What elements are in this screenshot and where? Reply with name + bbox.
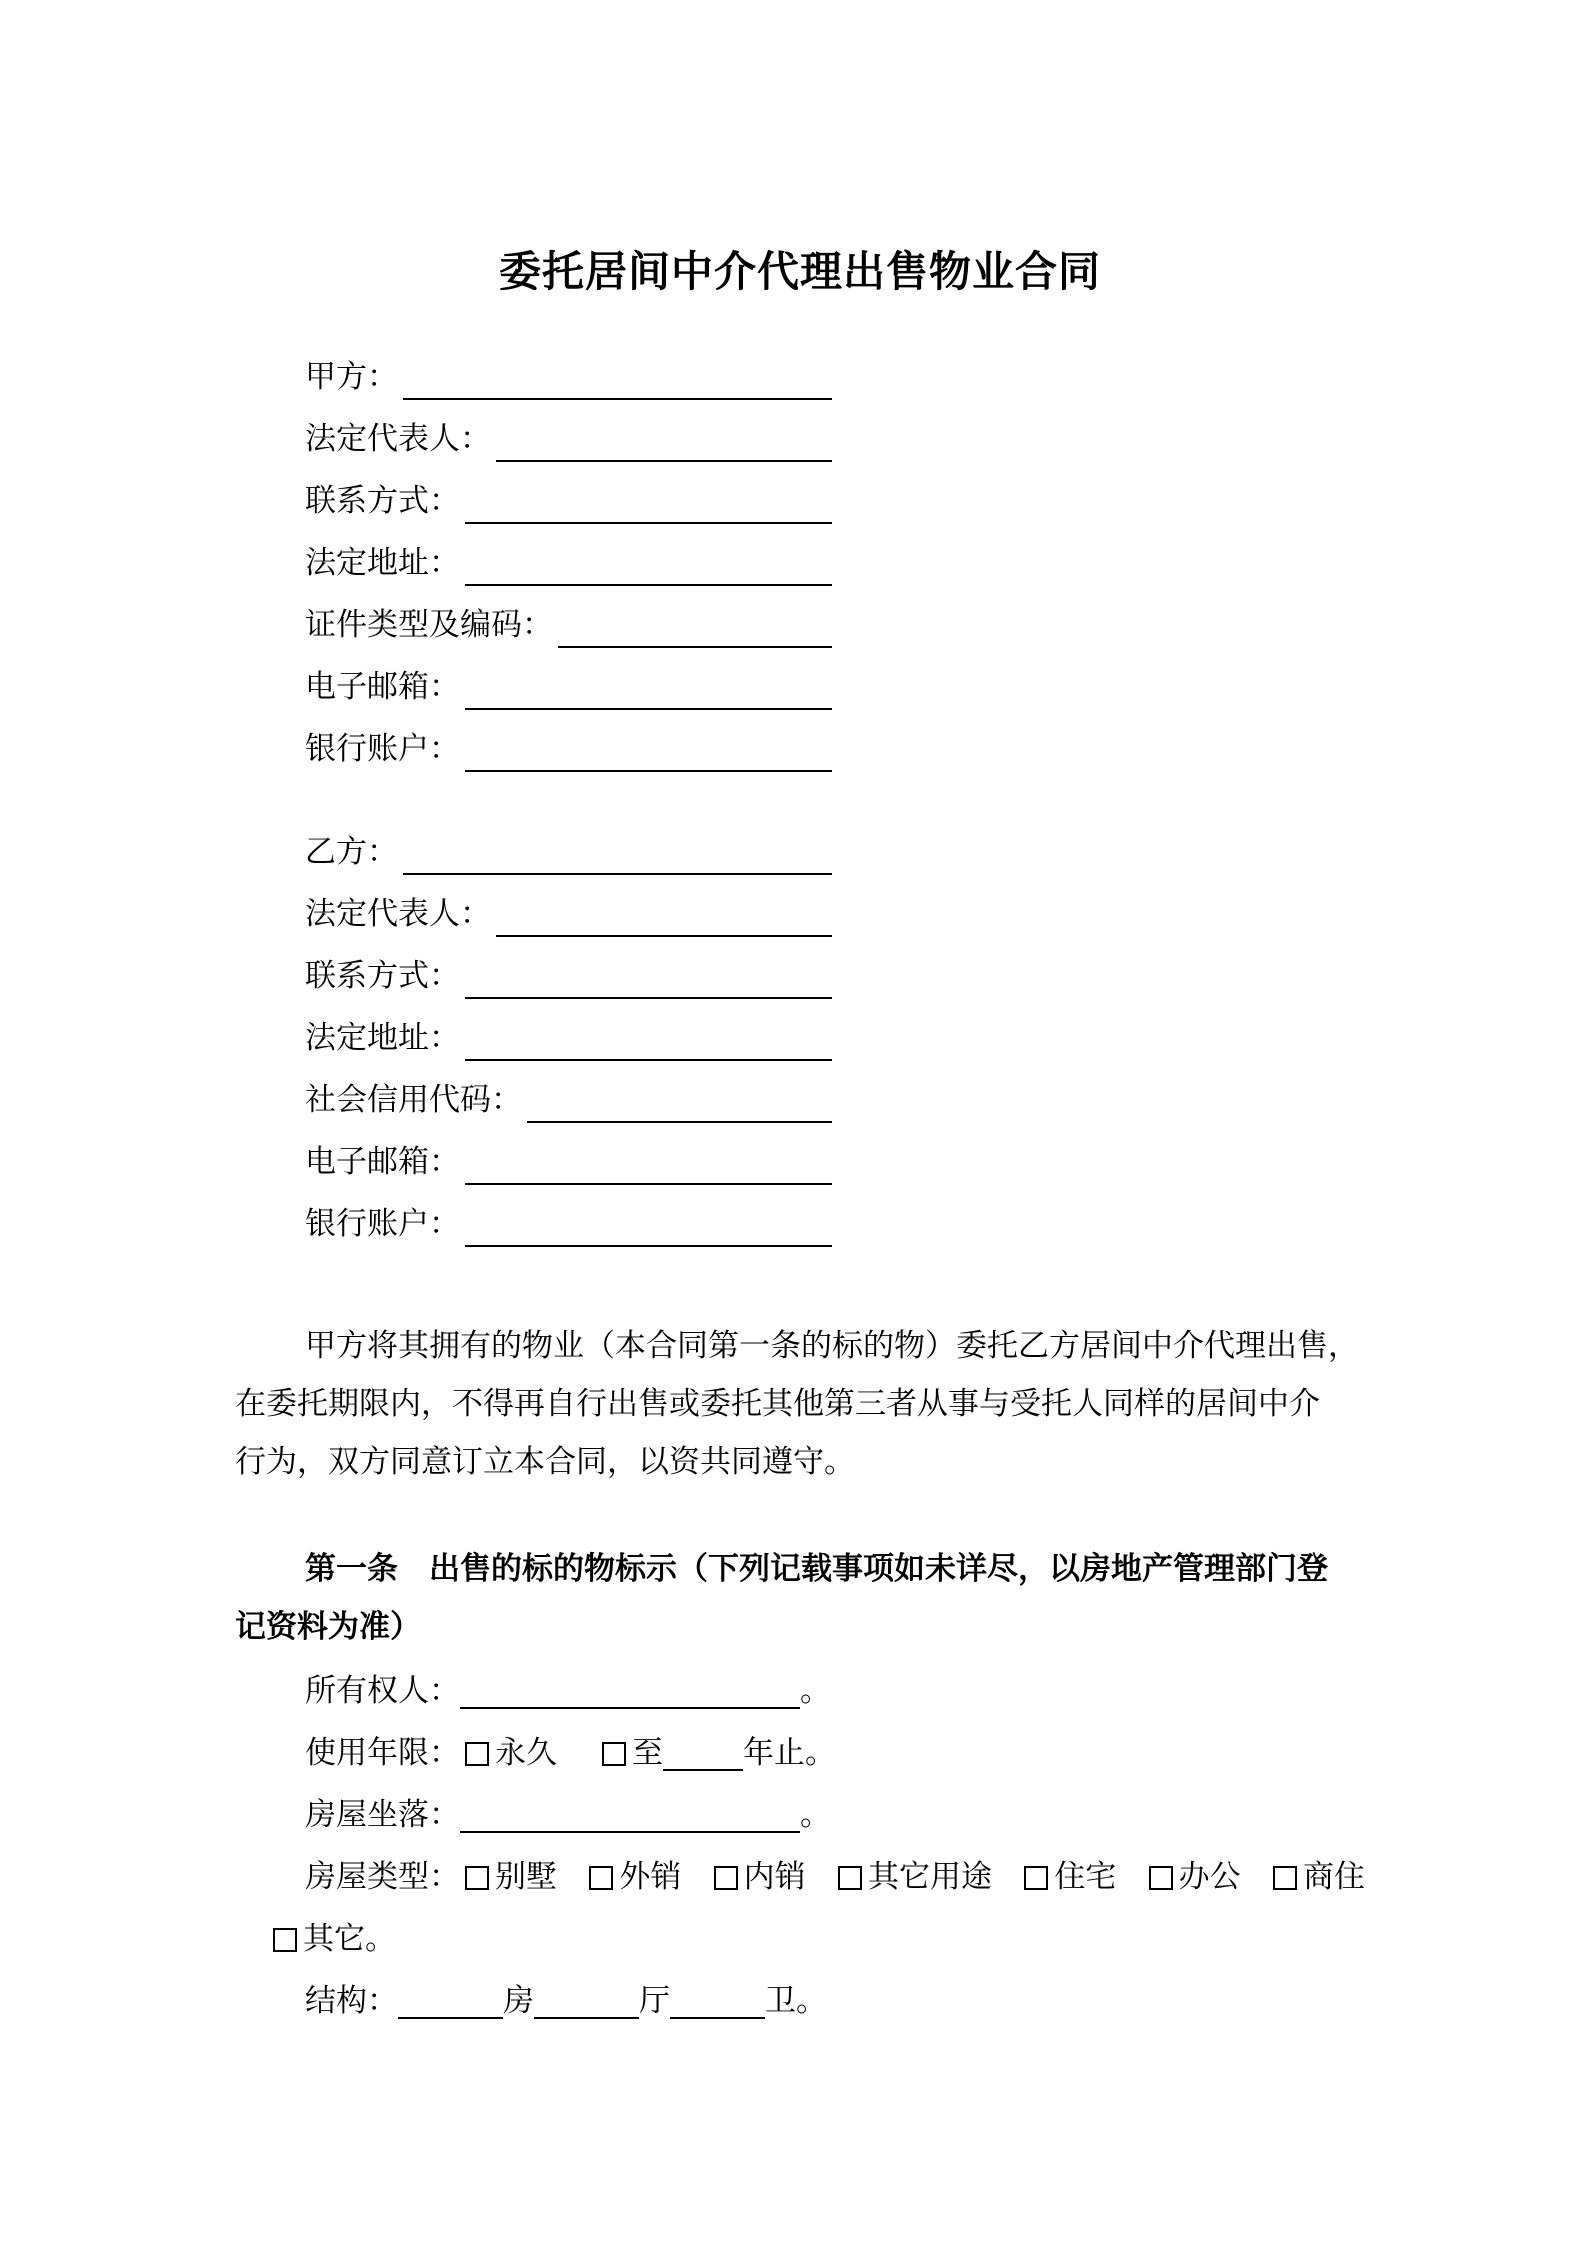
checkbox-label: 其它	[303, 1921, 365, 1956]
field-label: 联系方式：	[305, 958, 460, 993]
punctuation: 。	[800, 1797, 831, 1832]
field-label: 银行账户：	[305, 1206, 460, 1241]
house-type-options	[465, 1846, 1365, 1908]
blank-underline[interactable]	[398, 2015, 503, 2019]
blank-underline[interactable]	[558, 594, 832, 648]
house-type-option	[1024, 1846, 1116, 1908]
checkbox-label: 办公	[1178, 1859, 1241, 1894]
checkbox-label: 永久	[495, 1735, 557, 1770]
field-row-party-a-name	[305, 346, 832, 408]
house-type-option	[838, 1846, 992, 1908]
unit-label: 房	[503, 1983, 534, 2018]
field-row-party-a-address	[305, 532, 832, 594]
house-type-option	[1273, 1846, 1365, 1908]
intro-paragraph	[235, 1317, 1365, 1491]
blank-underline[interactable]	[465, 656, 832, 710]
checkbox-other[interactable]	[273, 1928, 297, 1952]
blank-underline[interactable]	[460, 1705, 800, 1709]
checkbox-label: 至	[632, 1735, 663, 1770]
field-label: 甲方：	[305, 359, 398, 394]
paragraph-line: 在委托期限内，不得再自行出售或委托其他第三者从事与受托人同样的居间中介	[235, 1386, 1320, 1421]
checkbox-label: 住宅	[1054, 1859, 1117, 1894]
checkbox-domestic-sale[interactable]	[714, 1866, 738, 1890]
blank-underline[interactable]	[465, 1131, 832, 1185]
house-type-option	[714, 1846, 806, 1908]
field-row-party-b-email	[305, 1131, 832, 1193]
checkbox-label: 其它用途	[867, 1859, 992, 1894]
checkbox-residential[interactable]	[1024, 1866, 1048, 1890]
blank-underline[interactable]	[663, 1767, 743, 1771]
checkbox-until-year[interactable]	[602, 1742, 626, 1766]
blank-underline[interactable]	[465, 470, 832, 524]
punctuation: 。	[365, 1921, 396, 1956]
field-label: 证件类型及编码：	[305, 607, 553, 642]
checkbox-other-use[interactable]	[838, 1866, 862, 1890]
party-a-block	[235, 346, 1365, 780]
blank-underline[interactable]	[534, 2015, 639, 2019]
field-label: 房屋坐落：	[305, 1797, 460, 1832]
field-label: 联系方式：	[305, 483, 460, 518]
house-type-overflow-row	[235, 1908, 1365, 1970]
field-row-party-b-bank	[305, 1193, 832, 1255]
field-row-party-a-representative	[305, 408, 832, 470]
blank-underline[interactable]	[403, 346, 832, 400]
field-row-party-a-bank	[305, 718, 832, 780]
field-label: 结构：	[305, 1983, 398, 2018]
blank-underline[interactable]	[465, 718, 832, 772]
field-label: 法定代表人：	[305, 896, 491, 931]
blank-underline[interactable]	[496, 883, 832, 937]
field-label: 电子邮箱：	[305, 1144, 460, 1179]
party-b-block	[235, 821, 1365, 1255]
unit-label: 厅	[639, 1983, 670, 2018]
blank-underline[interactable]	[465, 1193, 832, 1247]
structure-row	[305, 1970, 1365, 2032]
article1-heading	[235, 1540, 1365, 1656]
paragraph-line: 行为，双方同意订立本合同，以资共同遵守。	[235, 1444, 855, 1479]
field-label: 法定代表人：	[305, 421, 491, 456]
article1-fields	[235, 1660, 1365, 1908]
paragraph-line: 甲方将其拥有的物业（本合同第一条的标的物）委托乙方居间中介代理出售，	[305, 1328, 1359, 1363]
checkbox-export-sale[interactable]	[589, 1866, 613, 1890]
house-type-row	[305, 1846, 1365, 1908]
tenure-row	[305, 1722, 1365, 1784]
field-row-party-b-credit-code	[305, 1069, 832, 1131]
checkbox-office[interactable]	[1149, 1866, 1173, 1890]
heading-line: 第一条 出售的标的物标示（下列记载事项如未详尽，以房地产管理部门登	[305, 1551, 1328, 1586]
field-suffix: 年止。	[743, 1735, 836, 1770]
field-label: 社会信用代码：	[305, 1082, 522, 1117]
checkbox-villa[interactable]	[465, 1866, 489, 1890]
location-row	[305, 1784, 1365, 1846]
structure-section	[235, 1970, 1365, 2032]
field-label: 乙方：	[305, 834, 398, 869]
punctuation: 。	[800, 1673, 831, 1708]
blank-underline[interactable]	[670, 2015, 765, 2019]
unit-label: 卫。	[765, 1983, 827, 2018]
field-label: 所有权人：	[305, 1673, 460, 1708]
blank-underline[interactable]	[465, 532, 832, 586]
field-row-party-b-address	[305, 1007, 832, 1069]
checkbox-label: 内销	[743, 1859, 806, 1894]
blank-underline[interactable]	[465, 1007, 832, 1061]
field-row-party-a-id-type	[305, 594, 832, 656]
blank-underline[interactable]	[460, 1829, 800, 1833]
document-title: 委托居间中介代理出售物业合同	[498, 250, 1101, 296]
heading-line: 记资料为准）	[235, 1609, 421, 1644]
blank-underline[interactable]	[496, 408, 832, 462]
page-content	[235, 243, 1365, 2032]
field-label: 使用年限：	[305, 1735, 460, 1770]
house-type-option	[589, 1846, 681, 1908]
field-label: 电子邮箱：	[305, 669, 460, 704]
field-row-party-a-contact	[305, 470, 832, 532]
field-label: 房屋类型：	[305, 1859, 460, 1894]
house-type-option	[465, 1846, 557, 1908]
field-row-party-b-contact	[305, 945, 832, 1007]
field-label: 法定地址：	[305, 545, 460, 580]
checkbox-commercial-residential[interactable]	[1273, 1866, 1297, 1890]
owner-row	[305, 1660, 1365, 1722]
blank-underline[interactable]	[527, 1069, 832, 1123]
blank-underline[interactable]	[403, 821, 832, 875]
field-label: 银行账户：	[305, 731, 460, 766]
checkbox-label: 外销	[619, 1859, 682, 1894]
field-label: 法定地址：	[305, 1020, 460, 1055]
house-type-option	[1149, 1846, 1241, 1908]
blank-underline[interactable]	[465, 945, 832, 999]
checkbox-permanent[interactable]	[465, 1742, 489, 1766]
field-row-party-b-representative	[305, 883, 832, 945]
checkbox-label: 商住	[1302, 1859, 1365, 1894]
field-row-party-a-email	[305, 656, 832, 718]
checkbox-label: 别墅	[495, 1859, 557, 1894]
field-row-party-b-name	[305, 821, 832, 883]
